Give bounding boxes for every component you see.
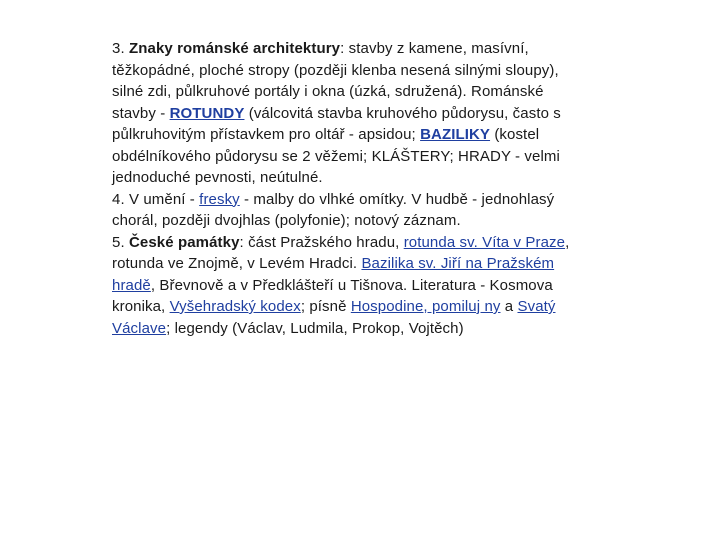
text: (válcovitá stavba kruhového půdorysu, často s xyxy=(244,104,561,122)
p3-line-3: silné zdi, půlkruhové portály i okna (úzká, sdružená). Románské xyxy=(112,83,544,100)
p3-line-1 xyxy=(112,38,602,60)
p3-line-6: obdélníkového půdorysu se 2 věžemi; KLÁŠTERY; HRADY - velmi xyxy=(112,147,560,165)
text: (kostel xyxy=(490,126,540,143)
text: , Břevnově a v Předklášteří u Tišnova. Literatura - Kosmova xyxy=(150,276,553,294)
text: stavby - xyxy=(112,104,170,122)
link-hospodine-pomiluj-ny[interactable]: Hospodine, pomiluj ny xyxy=(350,298,501,315)
section-heading-romanesque: Znaky románské architektury xyxy=(128,40,341,57)
term-apsidou: apsidou xyxy=(358,126,412,143)
link-vysehradsky-kodex[interactable]: Vyšehradský kodex xyxy=(169,298,301,315)
section-heading-czech-monuments: České památky xyxy=(128,233,240,251)
text: kronika, xyxy=(112,298,170,315)
p4-line-1 xyxy=(112,189,602,211)
text: a xyxy=(500,298,518,315)
p4-line-2: chorál, později dvojhlas (polyfonie); notový záznam. xyxy=(112,212,461,229)
link-svaty-vaclave-cont[interactable]: Václave xyxy=(112,319,167,337)
text: , xyxy=(565,233,570,251)
p5-line-3 xyxy=(112,275,602,297)
text: : stavby z kamene, masívní, xyxy=(340,40,529,57)
p5-line-2 xyxy=(112,253,602,275)
p5-line-4 xyxy=(112,296,602,318)
text: ; legendy (Václav, Ludmila, Prokop, Vojtěch) xyxy=(166,319,464,337)
text: - malby do vlhké omítky. V hudbě - jednohlasý xyxy=(239,190,555,208)
section-number: 5. xyxy=(112,233,129,251)
link-rotundy[interactable]: ROTUNDY xyxy=(169,104,245,122)
link-fresky[interactable]: fresky xyxy=(199,190,240,208)
text: ; xyxy=(411,126,421,143)
p3-line-5 xyxy=(112,124,602,146)
text: rotunda ve Znojmě, v Levém Hradci. xyxy=(112,255,362,272)
section-number: 3. xyxy=(112,40,129,57)
link-svaty-vaclave[interactable]: Svatý xyxy=(517,298,556,315)
text: půlkruhovitým přístavkem pro oltář - xyxy=(112,126,359,143)
link-bazilika-sv-jiri[interactable]: Bazilika sv. Jiří na Pražském xyxy=(361,255,555,272)
link-bazilika-sv-jiri-cont[interactable]: hradě xyxy=(112,276,151,294)
link-rotunda-sv-vita[interactable]: rotunda sv. Víta v Praze xyxy=(403,233,566,251)
p5-line-1 xyxy=(112,232,602,254)
p3-line-2: těžkopádné, ploché stropy (později klenba nesená silnými sloupy), xyxy=(112,61,559,79)
text: 4. V umění - xyxy=(112,190,200,208)
slide-text xyxy=(112,38,602,339)
text: : část Pražského hradu, xyxy=(239,233,404,251)
text: ; písně xyxy=(300,298,351,315)
p3-line-7: jednoduché pevnosti, neútulné. xyxy=(112,169,323,186)
link-baziliky[interactable]: BAZILIKY xyxy=(420,126,491,143)
p5-line-5 xyxy=(112,318,602,340)
p3-line-4 xyxy=(112,103,602,125)
